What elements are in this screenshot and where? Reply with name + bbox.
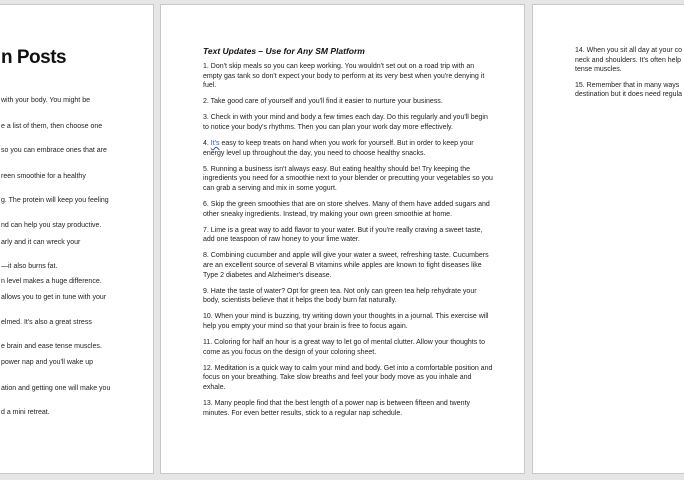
paragraph-line: neck and shoulders. It's often help xyxy=(575,56,682,64)
paragraph-line: e brain and ease tense muscles. xyxy=(1,343,102,350)
paragraph-line: ation and getting one will make you xyxy=(1,385,111,392)
list-item-text: easy to keep treats on hand when you work for yourself. But in order to keep your energy level up throughout the day, you need to choose healthy snacks. xyxy=(203,140,474,157)
list-item xyxy=(575,46,684,75)
paragraph-line: —it also burns fat. xyxy=(1,263,58,270)
list-item: 13. Many people find that the best length of a power nap is between fifteen and twenty minutes. For even better results, stick to a regular nap schedule. xyxy=(203,400,470,417)
paragraph-line: arly and it can wreck your xyxy=(1,239,81,246)
list-item: 10. When your mind is buzzing, try writing down your thoughts in a journal. This exercise will help you empty your mind so that your brain is free to focus again. xyxy=(203,313,489,330)
document-page-right xyxy=(532,4,684,474)
list-item xyxy=(575,81,684,100)
page-title: n Posts xyxy=(1,47,67,68)
list-item: 9. Hate the taste of water? Opt for green tea. Not only can green tea help rehydrate your body, scientists believe that it helps the body burn fat naturally. xyxy=(203,287,477,305)
list-item xyxy=(203,139,493,158)
paragraph-line: reen smoothie for a healthy xyxy=(1,173,86,180)
paragraph-line: allows you to get in tune with your xyxy=(1,294,107,301)
list-item: 1. Don't skip meals so you can keep working. You wouldn't set out on a road trip with an empty gas tank so don't expect your body to perform at its very best when you're denying it fuel. xyxy=(203,63,485,90)
list-item: 5. Running a business isn't always easy. But eating healthy should be! Try keeping the ingredients you need for a smoothie next to your blender or precutting your vegetables so you can grab a serving and mix in some yogurt. xyxy=(203,165,493,192)
list-item: 3. Check in with your mind and body a few times each day. Do this regularly and you'll begin to notice your body's rhythms. Then you can plan your work day more effectively. xyxy=(203,114,488,131)
list-item-prefix: 4. xyxy=(203,140,211,148)
list-item: 7. Lime is a great way to add flavor to your water. But if you're really craving a sweet taste, add one teaspoon of raw honey to your lime water. xyxy=(203,226,483,244)
list-item: 8. Combining cucumber and apple will give your water a sweet, refreshing taste. Cucumbers are an excellent source of several B vitamins while apples are known to fight diseases like Type 2 diabetes and Alzheimer's disease. xyxy=(203,252,489,279)
page-heading: Text Updates – Use for Any SM Platform xyxy=(203,46,365,56)
paragraph-line: e a list of them, then choose one xyxy=(1,123,103,130)
list-item: 12. Meditation is a quick way to calm your mind and body. Get into a comfortable position and focus on your breathing. Take slow breaths and feel your body move as you inhale and exhale. xyxy=(203,364,493,391)
document-page-left xyxy=(0,4,154,474)
spellcheck-flag[interactable]: It's xyxy=(210,140,220,148)
paragraph-line: 15. Remember that in many ways xyxy=(575,81,680,89)
paragraph-line: elmed. It's also a great stress xyxy=(1,319,92,326)
paragraph-line: destination but it does need regula xyxy=(575,91,683,99)
paragraph-line: so you can embrace ones that are xyxy=(1,147,107,154)
document-page-middle xyxy=(160,4,525,474)
paragraph-line: n level makes a huge difference. xyxy=(1,278,102,285)
paragraph-line: with your body. You might be xyxy=(1,97,90,104)
paragraph-line: power nap and you'll wake up xyxy=(1,359,94,366)
paragraph-line: g. The protein will keep you feeling xyxy=(1,197,109,204)
paragraph-line: tense muscles. xyxy=(575,66,622,74)
paragraph-line: d a mini retreat. xyxy=(1,409,50,416)
paragraph-line: nd can help you stay productive. xyxy=(1,222,102,229)
list-item: 11. Coloring for half an hour is a great way to let go of mental clutter. Allow your thoughts to come as you focus on the design of your coloring sheet. xyxy=(203,339,485,356)
list-item: 2. Take good care of yourself and you'll find it easier to nurture your business. xyxy=(203,98,443,106)
list-item: 6. Skip the green smoothies that are on store shelves. Many of them have added sugars and other sneaky ingredients. Instead, try making your own green smoothie at home. xyxy=(203,201,490,218)
paragraph-line: 14. When you sit all day at your co xyxy=(575,47,682,54)
